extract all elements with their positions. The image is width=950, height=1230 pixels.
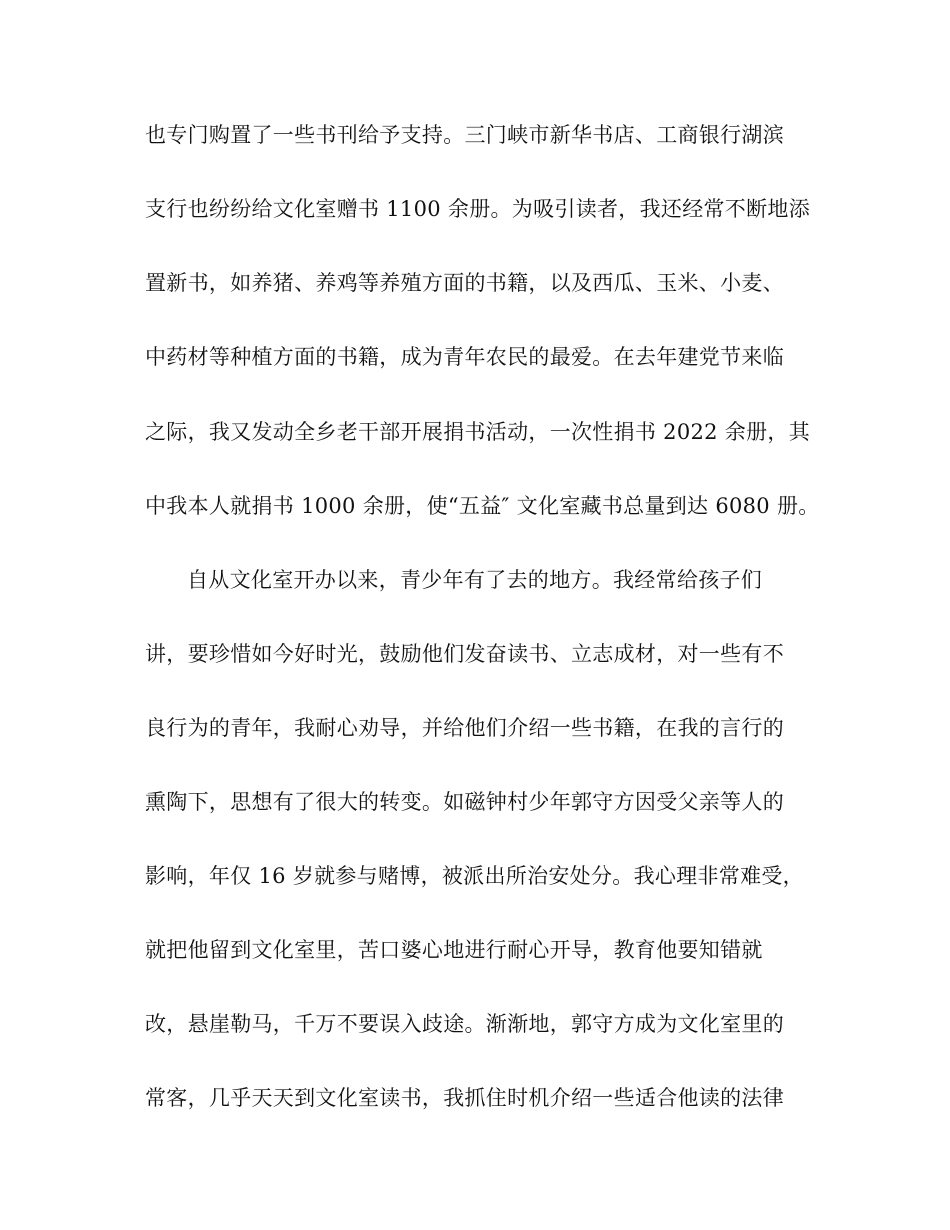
text-line: 熏陶下，思想有了很大的转变。如磁钟村少年郭守方因受父亲等人的 [145,790,784,814]
text-line: 讲，要珍惜如今好时光，鼓励他们发奋读书、立志成材，对一些有不 [145,642,784,666]
text-line: 支行也纷纷给文化室赠书 1100 余册。为吸引读者，我还经常不断地添 [145,197,810,221]
text-line: 就把他留到文化室里，苦口婆心地进行耐心开导，教育他要知错就 [145,938,763,962]
text-line: 良行为的青年，我耐心劝导，并给他们介绍一些书籍，在我的言行的 [145,716,784,740]
text-line: 改，悬崖勒马，千万不要误入歧途。渐渐地，郭守方成为文化室里的 [145,1012,784,1036]
text-line: 常客，几乎天天到文化室读书，我抓住时机介绍一些适合他读的法律 [145,1086,784,1110]
text-line: 影响，年仅 16 岁就参与赌博，被派出所治安处分。我心理非常难受， [145,864,804,888]
text-line: 也专门购置了一些书刊给予支持。三门峡市新华书店、工商银行湖滨 [145,123,784,147]
text-line: 之际，我又发动全乡老干部开展捐书活动，一次性捐书 2022 余册，其 [145,420,810,444]
text-line: 中我本人就捐书 1000 余册，使“五益″ 文化室藏书总量到达 6080 册。 [145,494,820,518]
text-line: 中药材等种植方面的书籍，成为青年农民的最爱。在去年建党节来临 [145,345,784,369]
text-line: 置新书，如养猪、养鸡等养殖方面的书籍，以及西瓜、玉米、小麦、 [145,271,784,295]
text-line-paragraph-start: 自从文化室开办以来，青少年有了去的地方。我经常给孩子们 [187,568,763,592]
